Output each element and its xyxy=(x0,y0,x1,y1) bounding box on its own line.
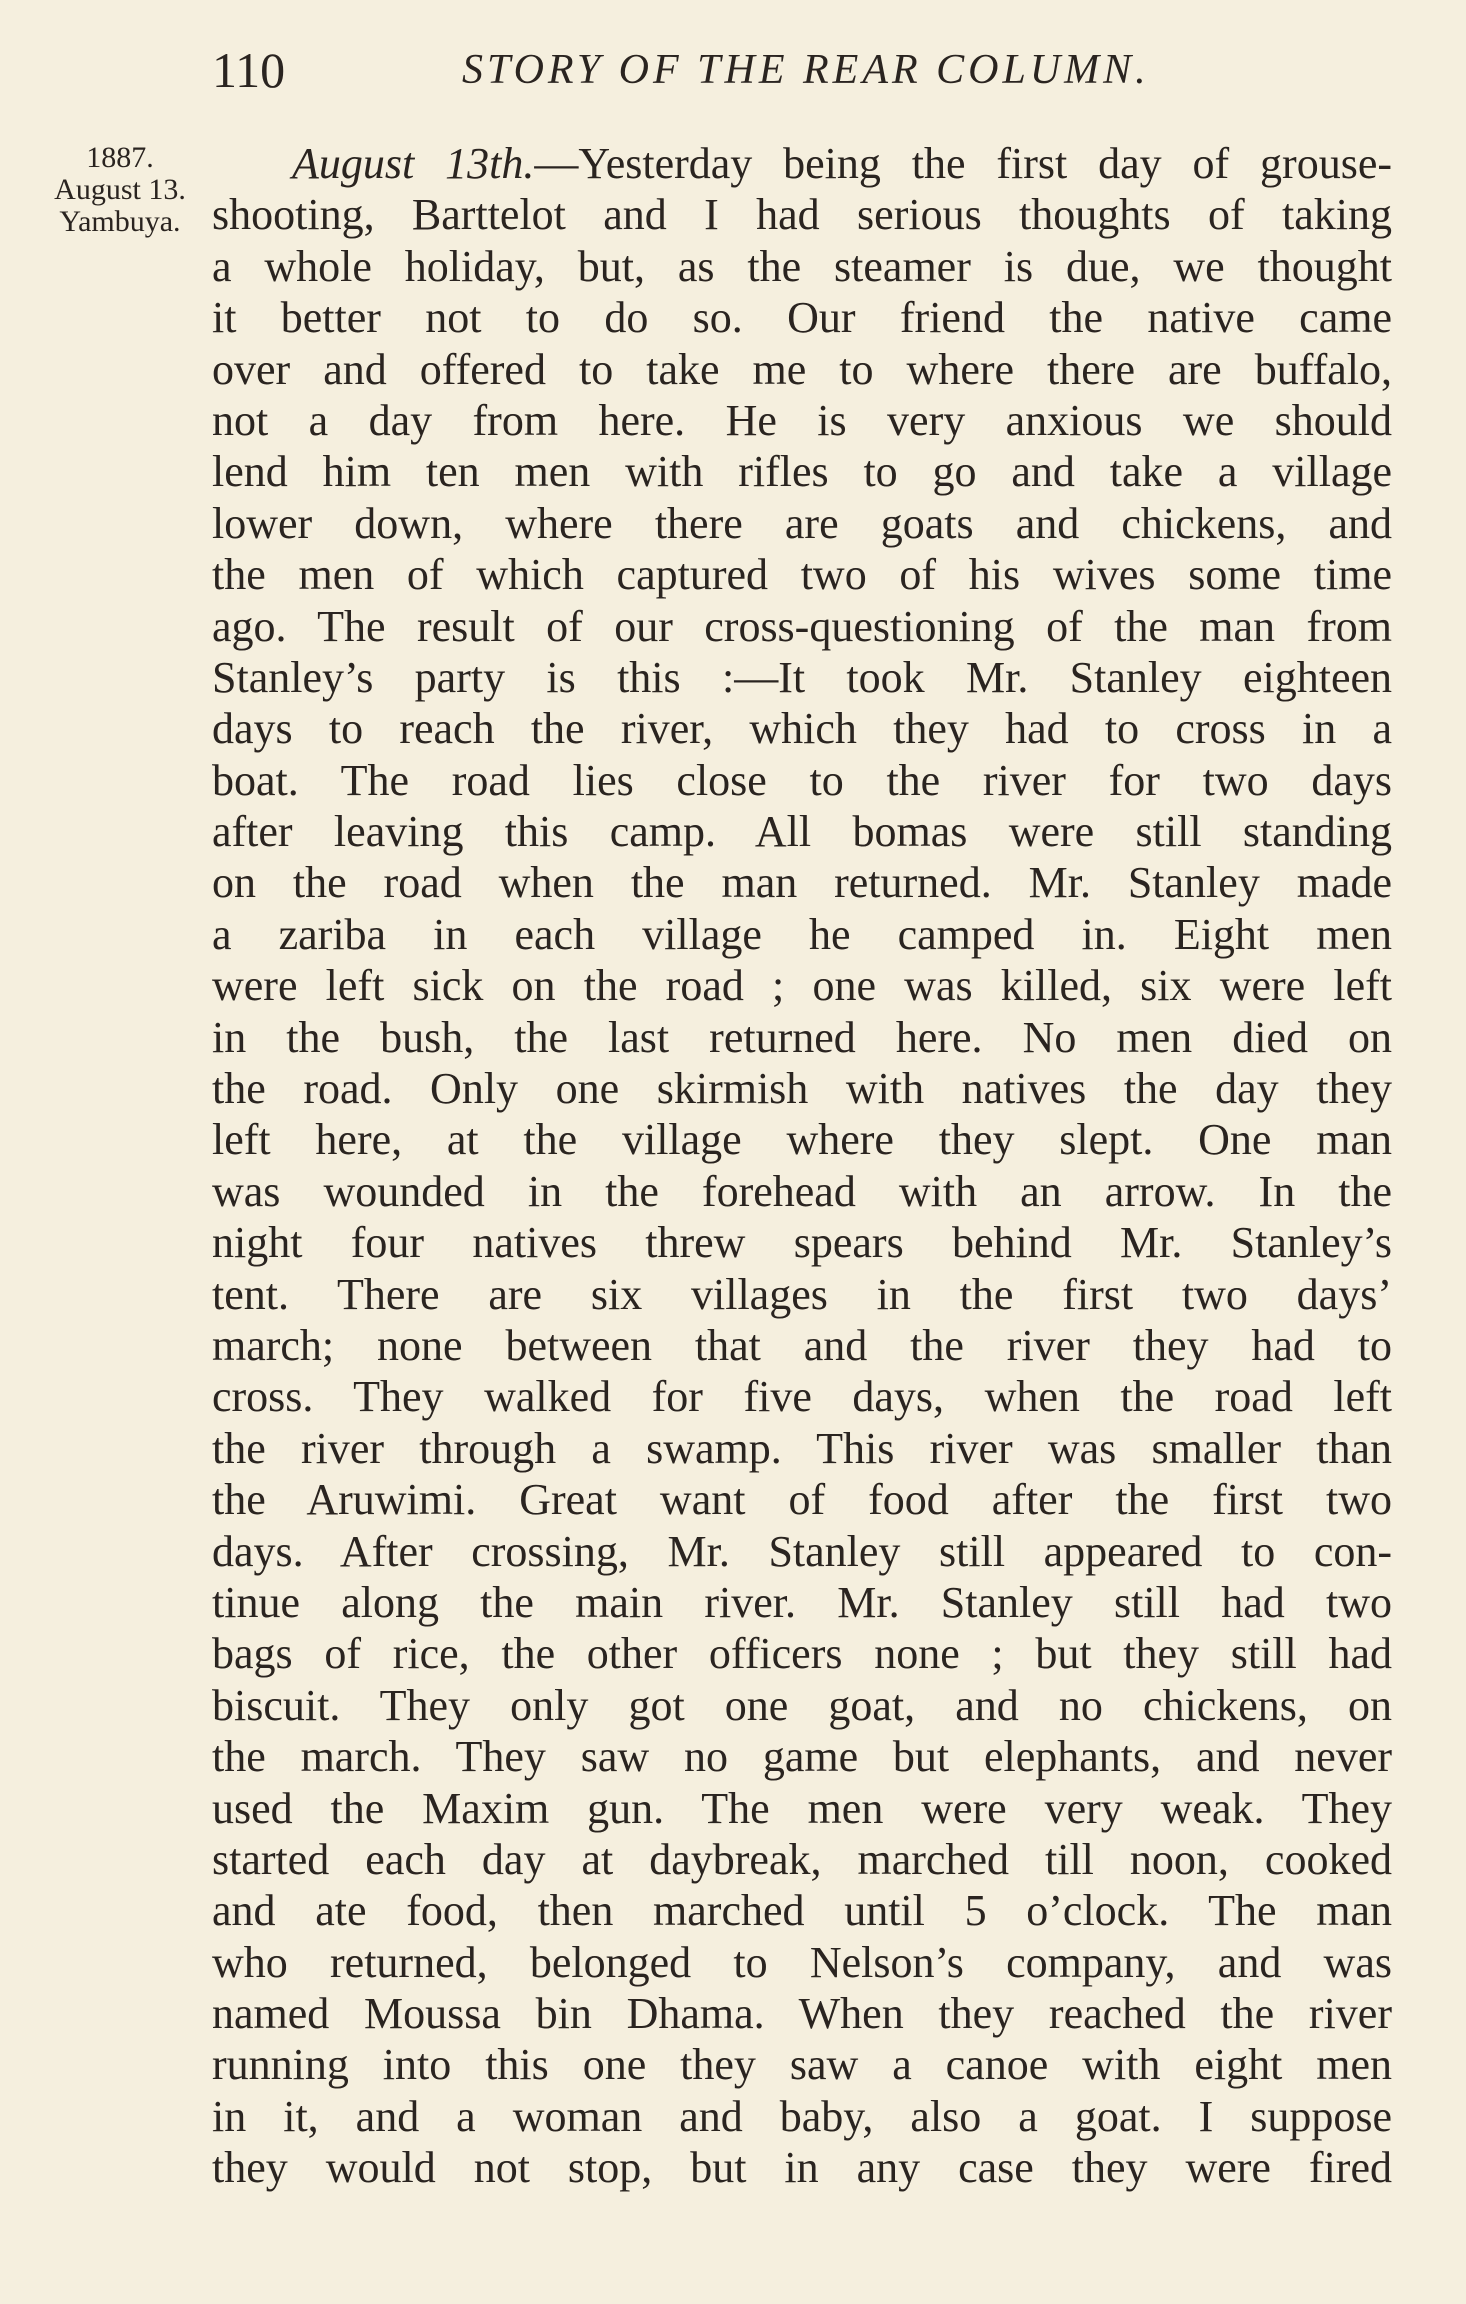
text-line: was wounded in the forehead with an arrow. In the xyxy=(212,1166,1392,1216)
first-line-text: —Yesterday being the first day of grouse- xyxy=(534,139,1393,188)
text-line: the river through a swamp. This river was smaller than xyxy=(212,1423,1392,1473)
running-title: STORY OF THE REAR COLUMN. xyxy=(462,47,1150,93)
margin-note xyxy=(20,142,220,238)
text-line: boat. The road lies close to the river for two days xyxy=(212,755,1392,805)
margin-note-place: Yambuya. xyxy=(59,205,181,238)
text-line: night four natives threw spears behind Mr. Stanley’s xyxy=(212,1218,1392,1268)
text-line: ago. The result of our cross-questioning of the man from xyxy=(212,601,1392,651)
text-line: over and offered to take me to where there are buffalo, xyxy=(212,344,1392,394)
text-line: tent. There are six villages in the first two days’ xyxy=(212,1269,1392,1319)
text-line: shooting, Barttelot and I had serious thoughts of taking xyxy=(212,190,1392,240)
text-line: the men of which captured two of his wives some time xyxy=(212,550,1392,600)
body-text xyxy=(212,138,1392,2194)
text-line: left here, at the village where they slept. One man xyxy=(212,1115,1392,1165)
running-head xyxy=(212,40,1392,120)
text-line: Stanley’s party is this :—It took Mr. Stanley eighteen xyxy=(212,652,1392,702)
text-line: used the Maxim gun. The men were very weak. They xyxy=(212,1783,1392,1833)
text-line: it better not to do so. Our friend the native came xyxy=(212,293,1392,343)
entry-date: August 13th. xyxy=(292,139,535,188)
text-line: they would not stop, but in any case they were fired xyxy=(212,2143,1392,2193)
text-line: the road. Only one skirmish with natives the day they xyxy=(212,1064,1392,1114)
text-line: bags of rice, the other officers none ; but they still had xyxy=(212,1629,1392,1679)
text-line: named Moussa bin Dhama. When they reached the river xyxy=(212,1989,1392,2039)
first-line xyxy=(212,138,1392,189)
margin-note-year: 1887. xyxy=(86,141,154,174)
page-number: 110 xyxy=(212,42,286,98)
text-line: were left sick on the road ; one was killed, six were left xyxy=(212,961,1392,1011)
text-line: the march. They saw no game but elephants, and never xyxy=(212,1732,1392,1782)
text-line: cross. They walked for five days, when the road left xyxy=(212,1372,1392,1422)
text-line: started each day at daybreak, marched till noon, cooked xyxy=(212,1834,1392,1884)
text-line: lend him ten men with rifles to go and take a village xyxy=(212,447,1392,497)
text-line: tinue along the main river. Mr. Stanley still had two xyxy=(212,1577,1392,1627)
text-line: march; none between that and the river they had to xyxy=(212,1320,1392,1370)
text-line: running into this one they saw a canoe with eight men xyxy=(212,2040,1392,2090)
text-line: in the bush, the last returned here. No men died on xyxy=(212,1012,1392,1062)
text-line: biscuit. They only got one goat, and no chickens, on xyxy=(212,1680,1392,1730)
text-line: days to reach the river, which they had to cross in a xyxy=(212,704,1392,754)
text-line: not a day from here. He is very anxious we should xyxy=(212,395,1392,445)
text-line: days. After crossing, Mr. Stanley still appeared to con- xyxy=(212,1526,1392,1576)
text-line: lower down, where there are goats and chickens, and xyxy=(212,498,1392,548)
text-line: a zariba in each village he camped in. Eight men xyxy=(212,909,1392,959)
text-line: and ate food, then marched until 5 o’clock. The man xyxy=(212,1886,1392,1936)
margin-note-date: August 13. xyxy=(54,173,186,206)
text-line: a whole holiday, but, as the steamer is due, we thought xyxy=(212,241,1392,291)
text-line: in it, and a woman and baby, also a goat. I suppose xyxy=(212,2091,1392,2141)
text-line: on the road when the man returned. Mr. Stanley made xyxy=(212,858,1392,908)
text-line: after leaving this camp. All bomas were still standing xyxy=(212,807,1392,857)
text-line: the Aruwimi. Great want of food after the first two xyxy=(212,1475,1392,1525)
text-line: who returned, belonged to Nelson’s company, and was xyxy=(212,1937,1392,1987)
